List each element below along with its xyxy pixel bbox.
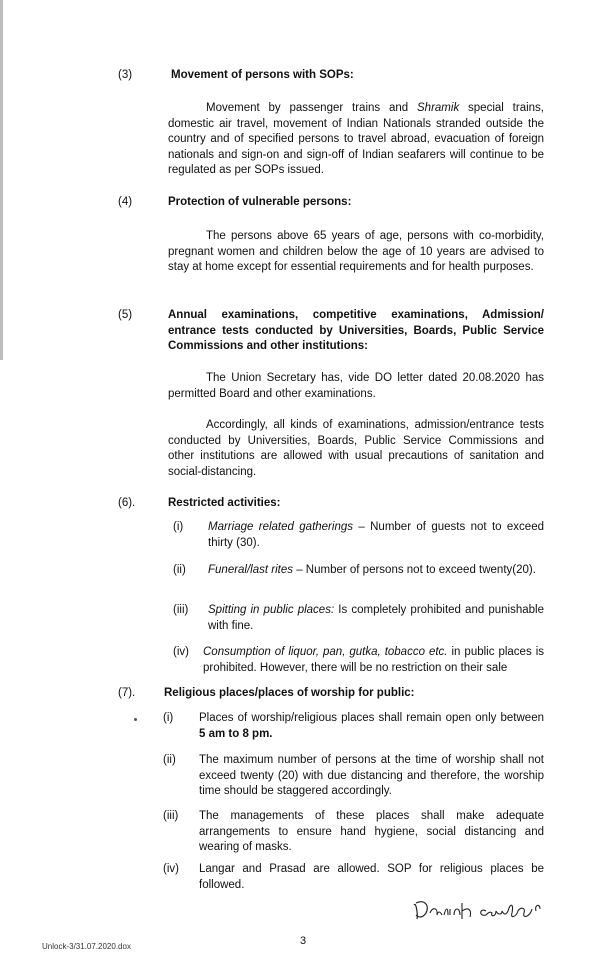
- scan-edge: [0, 0, 3, 360]
- list-item: (i) Places of worship/religious places shall remain open only between 5 am to 8 pm.: [163, 712, 544, 740]
- scan-speck: [134, 718, 137, 721]
- page-number: 3: [300, 935, 307, 947]
- section-paragraph: The Union Secretary has, vide DO letter dated 20.08.2020 has permitted Board and other examinations.: [168, 372, 544, 400]
- section-paragraph: Movement by passenger trains and Shramik special trains, domestic air travel, movement of Indian Nationals stranded outside the country and of specified persons to travel abroad, evacuation of foreign nationals and sign-on and sign-off of Indian seafarers will continue to be regulated as per SOPs issued.: [168, 102, 544, 177]
- list-item: (iii) The managements of these places shall make adequate arrangements to ensure hand hygiene, social distancing and wearing of masks.: [163, 810, 544, 854]
- section-heading: Annual examinations, competitive examinations, Admission/ entrance tests conducted by Universities, Boards, Public Service Commissions and other institutions:: [168, 309, 544, 353]
- section-number: (3): [118, 69, 133, 81]
- list-item-label: (iv): [173, 646, 189, 658]
- footer-filename: Unlock-3/31.07.2020.dox: [42, 942, 131, 951]
- list-item-label: (iv): [163, 863, 179, 875]
- list-item: (iv) Consumption of liquor, pan, gutka, tobacco etc. in public places is prohibited. However, there will be no restriction on their sale: [173, 646, 545, 674]
- list-item-label: (ii): [173, 564, 186, 576]
- list-item: (iii) Spitting in public places: Is completely prohibited and punishable with fine.: [173, 604, 544, 632]
- list-item-label: (iii): [163, 810, 179, 822]
- list-item-label: (i): [173, 521, 184, 533]
- list-item: (i) Marriage related gatherings – Number of guests not to exceed thirty (30).: [173, 521, 544, 549]
- list-item: (ii) The maximum number of persons at the time of worship shall not exceed twenty (20) with due distancing and therefore, the worship time should be staggered accordingly.: [163, 754, 544, 798]
- section-heading: Protection of vulnerable persons:: [168, 196, 352, 208]
- section-number: (6).: [118, 497, 136, 509]
- list-item: (iv) Langar and Prasad are allowed. SOP for religious places be followed.: [163, 863, 544, 891]
- section-number: (7).: [118, 687, 136, 699]
- section-heading: Restricted activities:: [168, 497, 281, 509]
- handwritten-signature: [410, 893, 580, 925]
- list-item-label: (i): [163, 712, 174, 724]
- section-number: (5): [118, 309, 133, 321]
- section-paragraph: The persons above 65 years of age, persons with co-morbidity, pregnant women and children below the age of 10 years are advised to stay at home except for essential requirements and for health purposes.: [168, 230, 544, 274]
- section-paragraph: Accordingly, all kinds of examinations, admission/entrance tests conducted by Universities, Boards, Public Service Commissions and other institutions are allowed with usual precautions of sanitation and social-distancing.: [168, 419, 544, 478]
- list-item-label: (ii): [163, 754, 176, 766]
- section-number: (4): [118, 196, 133, 208]
- list-item: (ii) Funeral/last rites – Number of persons not to exceed twenty(20).: [173, 563, 544, 579]
- section-heading: Religious places/places of worship for public:: [164, 687, 415, 699]
- list-item-label: (iii): [173, 604, 189, 616]
- section-heading: Movement of persons with SOPs:: [171, 69, 354, 81]
